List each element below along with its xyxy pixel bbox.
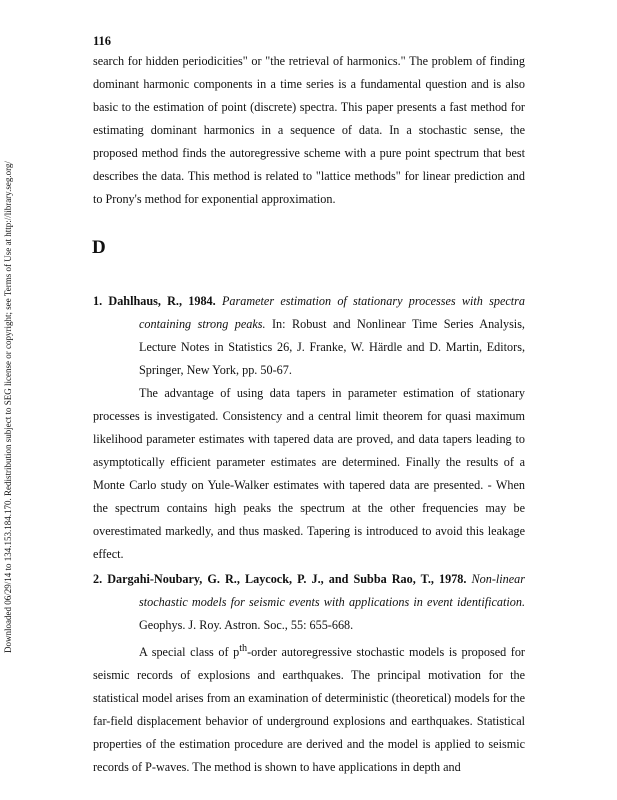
download-notice: Downloaded 06/29/14 to 134.153.184.170. Redistribution subject to SEG license or copyright; see Terms of Use at http://library.seg.org/ [3,161,13,653]
entry-source: Geophys. J. Roy. Astron. Soc., 55: 655-668. [139,618,354,632]
abstract-lead: A special class of p [139,645,240,660]
abstract-rest: -order autoregressive stochastic models is proposed for seismic records of explosions and earthquakes. The principal motivation for the statistical model arises from an examination of deterministic (theoretical) models for the far-field displacement behavior of underground explosions and earthquakes. Statistical properties of the estimation procedure are derived and the model is applied to seismic records of P-waves. The method is shown to have applications in depth and [93,645,525,775]
entry-abstract [93,637,525,779]
section-heading: D [92,237,106,258]
entry-authors: Dargahi-Noubary, G. R., Laycock, P. J., and Subba Rao, T., 1978. [107,572,467,586]
entry-title: Parameter estimation of stationary processes with spectra containing strong peaks. [139,294,526,331]
reference-entry [93,568,525,779]
entry-number: 2. [93,572,103,586]
entry-source: In: Robust and Nonlinear Time Series Analysis, Lecture Notes in Statistics 26, J. Franke, W. Härdle and D. Martin, Editors, Springer, New York, pp. 50-67. [139,317,525,377]
reference-citation [93,568,525,637]
entry-abstract: The advantage of using data tapers in parameter estimation of stationary processes is investigated. Consistency and a central limit theorem for quasi maximum likelihood parameter estimates with tapered data are proved, and data tapers leading to asymptotically efficient parameter estimates are determined. Finally the results of a Monte Carlo study on Yule-Walker estimates with tapered data are presented. - When the spectrum contains high peaks the spectrum at the other frequencies may be overestimated markedly, and thus masked. Tapering is introduced to avoid this leakage effect. [93,386,525,561]
entry-title: Non-linear stochastic models for seismic events with applications in event identification. [139,572,526,609]
entry-number: 1. [93,294,103,308]
reference-entry [93,290,525,566]
entry-authors: Dahlhaus, R., 1984. [108,294,216,308]
reference-citation [93,290,525,382]
abstract-superscript: th [239,643,248,654]
intro-paragraph: search for hidden periodicities" or "the retrieval of harmonics." The problem of finding dominant harmonic components in a time series is a fundamental question and is also basic to the estimation of point (discrete) spectra. This paper presents a fast method for estimating dominant harmonics in a sequence of data. In a stochastic sense, the proposed method finds the autoregressive scheme with a pure point spectrum that best describes the data. This method is related to "lattice methods" for linear prediction and to Prony's method for exponential approximation. [93,54,525,206]
page-number: 116 [93,34,112,48]
